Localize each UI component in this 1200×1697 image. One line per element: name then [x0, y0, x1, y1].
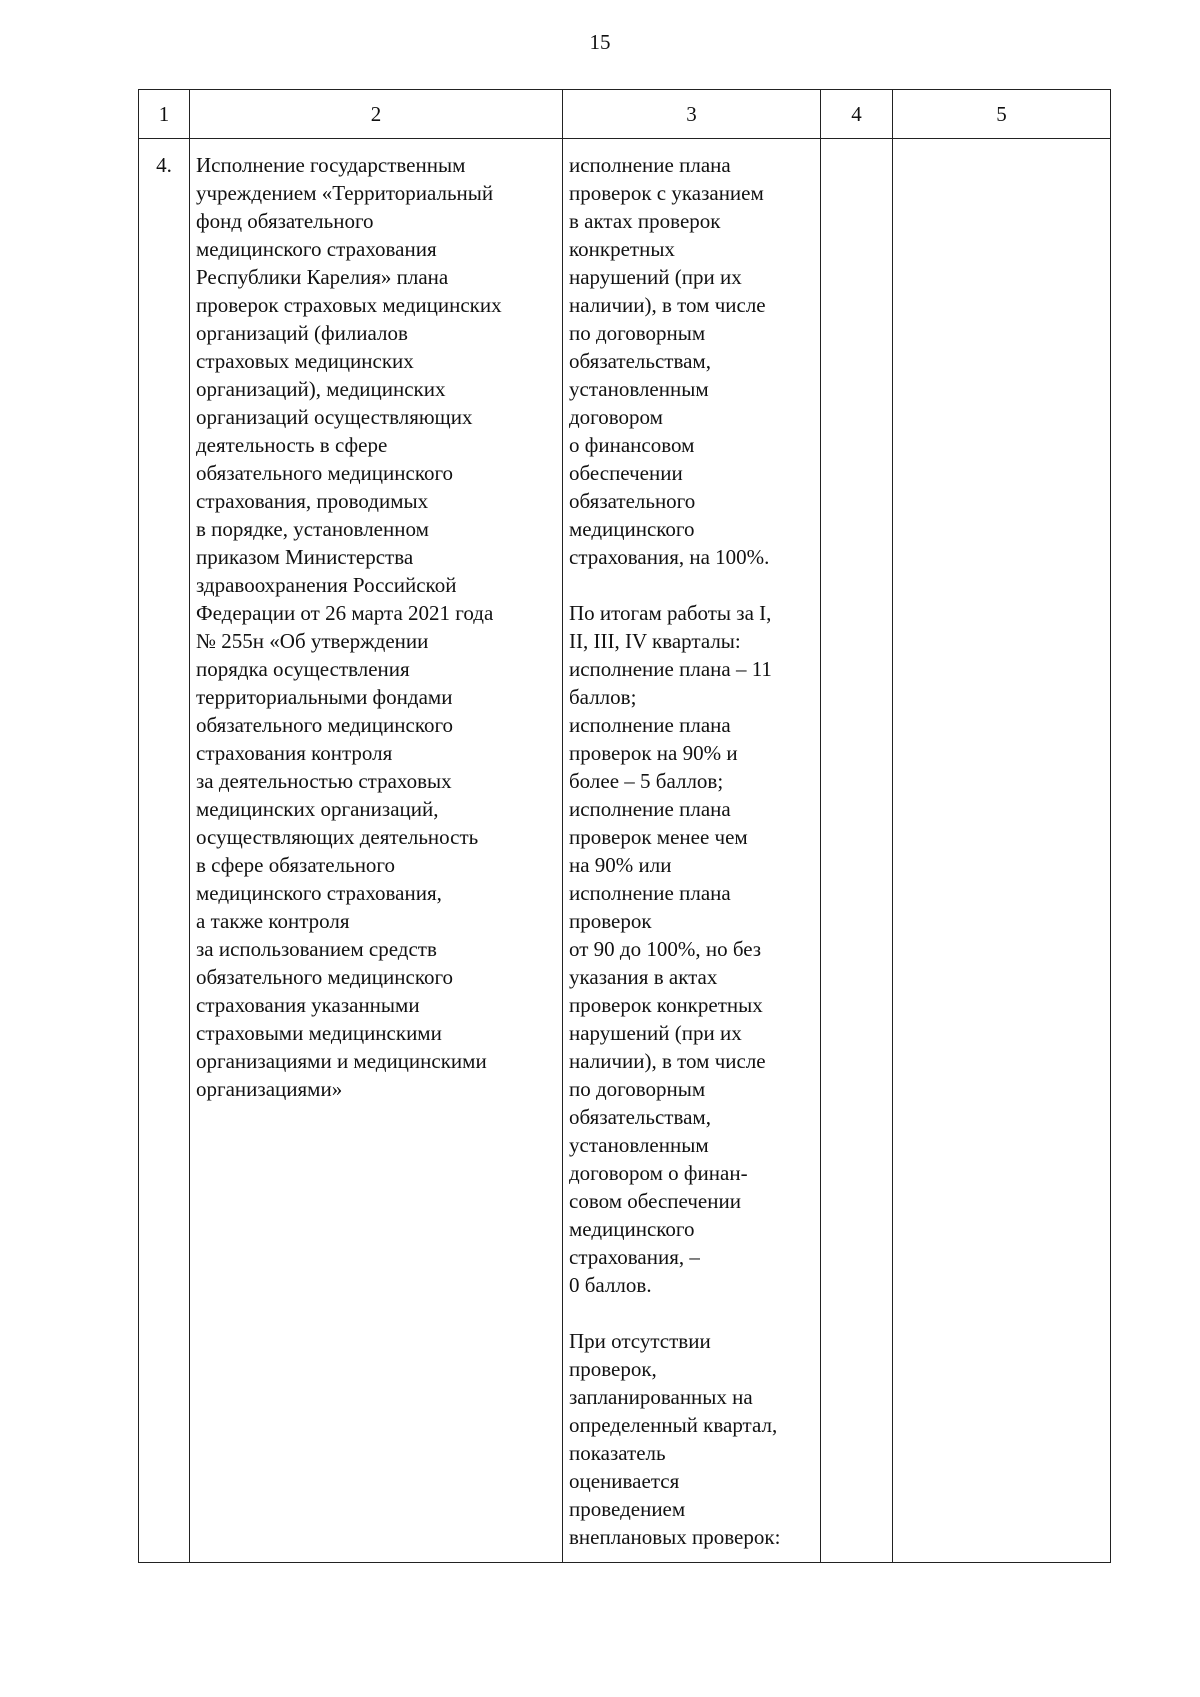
criteria-line: договором: [569, 405, 663, 429]
criteria-line: совом обеспечении: [569, 1189, 741, 1213]
criteria-line: нарушений (при их: [569, 1021, 742, 1045]
criteria-line: от 90 до 100%, но без: [569, 937, 762, 961]
description-line: в порядке, установленном: [196, 517, 429, 541]
row-number: 4.: [156, 153, 172, 177]
blank-line: [569, 1299, 820, 1327]
evaluation-criteria-cell: [563, 139, 821, 1563]
criteria-line: проверок конкретных: [569, 993, 763, 1017]
table-row: [139, 139, 1111, 1563]
criteria-line: конкретных: [569, 237, 675, 261]
description-line: Республики Карелия» плана: [196, 265, 449, 289]
criteria-line: установленным: [569, 1133, 709, 1157]
header-cell-5: 5: [893, 90, 1111, 139]
description-line: обязательного медицинского: [196, 461, 454, 485]
criteria-line: нарушений (при их: [569, 265, 742, 289]
header-cell-3: 3: [563, 90, 821, 139]
description-line: организациями»: [196, 1077, 343, 1101]
description-line: территориальными фондами: [196, 685, 453, 709]
description-line: организаций), медицинских: [196, 377, 446, 401]
criteria-line: исполнение плана: [569, 153, 731, 177]
table-header-row: [139, 90, 1111, 139]
description-line: приказом Министерства: [196, 545, 414, 569]
criteria-line: исполнение плана: [569, 797, 731, 821]
criteria-line: по договорным: [569, 321, 706, 345]
criteria-line: страхования, –: [569, 1245, 700, 1269]
criteria-line: проверок с указанием: [569, 181, 764, 205]
criteria-line: исполнение плана: [569, 881, 731, 905]
description-line: медицинского страхования: [196, 237, 437, 261]
criteria-line: обеспечении: [569, 461, 683, 485]
criteria-line: проверок: [569, 909, 652, 933]
criteria-line: проведением: [569, 1497, 686, 1521]
criteria-line: При отсутствии: [569, 1329, 711, 1353]
description-line: учреждением «Территориальный: [196, 181, 494, 205]
header-cell-4: 4: [821, 90, 893, 139]
description-line: в сфере обязательного: [196, 853, 396, 877]
description-line: страховыми медицинскими: [196, 1021, 442, 1045]
description-line: а также контроля: [196, 909, 350, 933]
header-cell-2: 2: [190, 90, 563, 139]
description-line: № 255н «Об утверждении: [196, 629, 429, 653]
criteria-line: исполнение плана: [569, 713, 731, 737]
criteria-line: исполнение плана – 11: [569, 657, 772, 681]
description-line: Федерации от 26 марта 2021 года: [196, 601, 494, 625]
description-line: осуществляющих деятельность: [196, 825, 479, 849]
criteria-line: обязательствам,: [569, 349, 711, 373]
description-line: обязательного медицинского: [196, 713, 454, 737]
description-line: порядка осуществления: [196, 657, 410, 681]
criteria-line: на 90% или: [569, 853, 672, 877]
description-line: медицинских организаций,: [196, 797, 439, 821]
indicator-description: [196, 151, 562, 1103]
indicator-table: [138, 89, 1111, 1563]
description-line: здравоохранения Российской: [196, 573, 457, 597]
criteria-line: обязательного: [569, 489, 696, 513]
criteria-line: оценивается: [569, 1469, 680, 1493]
criteria-line: 0 баллов.: [569, 1273, 652, 1297]
criteria-line: медицинского: [569, 517, 695, 541]
description-line: организаций осуществляющих: [196, 405, 473, 429]
criteria-line: по договорным: [569, 1077, 706, 1101]
evaluation-criteria: [569, 151, 820, 1551]
criteria-line: проверок на 90% и: [569, 741, 738, 765]
description-line: обязательного медицинского: [196, 965, 454, 989]
blank-line: [569, 571, 820, 599]
description-line: страхования контроля: [196, 741, 393, 765]
criteria-line: установленным: [569, 377, 709, 401]
description-line: за использованием средств: [196, 937, 437, 961]
criteria-line: определенный квартал,: [569, 1413, 778, 1437]
description-line: организациями и медицинскими: [196, 1049, 487, 1073]
criteria-line: указания в актах: [569, 965, 718, 989]
criteria-line: наличии), в том числе: [569, 1049, 766, 1073]
criteria-line: более – 5 баллов;: [569, 769, 724, 793]
description-line: страховых медицинских: [196, 349, 414, 373]
criteria-line: баллов;: [569, 685, 637, 709]
column-4-cell: [821, 139, 893, 1563]
criteria-line: II, III, IV кварталы:: [569, 629, 741, 653]
description-line: медицинского страхования,: [196, 881, 442, 905]
header-cell-1: 1: [139, 90, 190, 139]
page-number: 15: [589, 30, 611, 54]
criteria-line: в актах проверок: [569, 209, 721, 233]
description-line: организаций (филиалов: [196, 321, 408, 345]
criteria-line: По итогам работы за I,: [569, 601, 772, 625]
indicator-description-cell: [190, 139, 563, 1563]
description-line: фонд обязательного: [196, 209, 374, 233]
criteria-line: обязательствам,: [569, 1105, 711, 1129]
description-line: за деятельностью страховых: [196, 769, 452, 793]
description-line: проверок страховых медицинских: [196, 293, 502, 317]
description-line: страхования, проводимых: [196, 489, 429, 513]
criteria-line: показатель: [569, 1441, 666, 1465]
criteria-line: о финансовом: [569, 433, 695, 457]
row-number-cell: [139, 139, 190, 1563]
criteria-line: наличии), в том числе: [569, 293, 766, 317]
column-5-cell: [893, 139, 1111, 1563]
criteria-line: страхования, на 100%.: [569, 545, 770, 569]
criteria-line: внеплановых проверок:: [569, 1525, 781, 1549]
criteria-line: проверок,: [569, 1357, 657, 1381]
criteria-line: запланированных на: [569, 1385, 753, 1409]
criteria-line: медицинского: [569, 1217, 695, 1241]
description-line: деятельность в сфере: [196, 433, 388, 457]
criteria-line: проверок менее чем: [569, 825, 748, 849]
criteria-line: договором о финан-: [569, 1161, 748, 1185]
description-line: Исполнение государственным: [196, 153, 466, 177]
description-line: страхования указанными: [196, 993, 420, 1017]
